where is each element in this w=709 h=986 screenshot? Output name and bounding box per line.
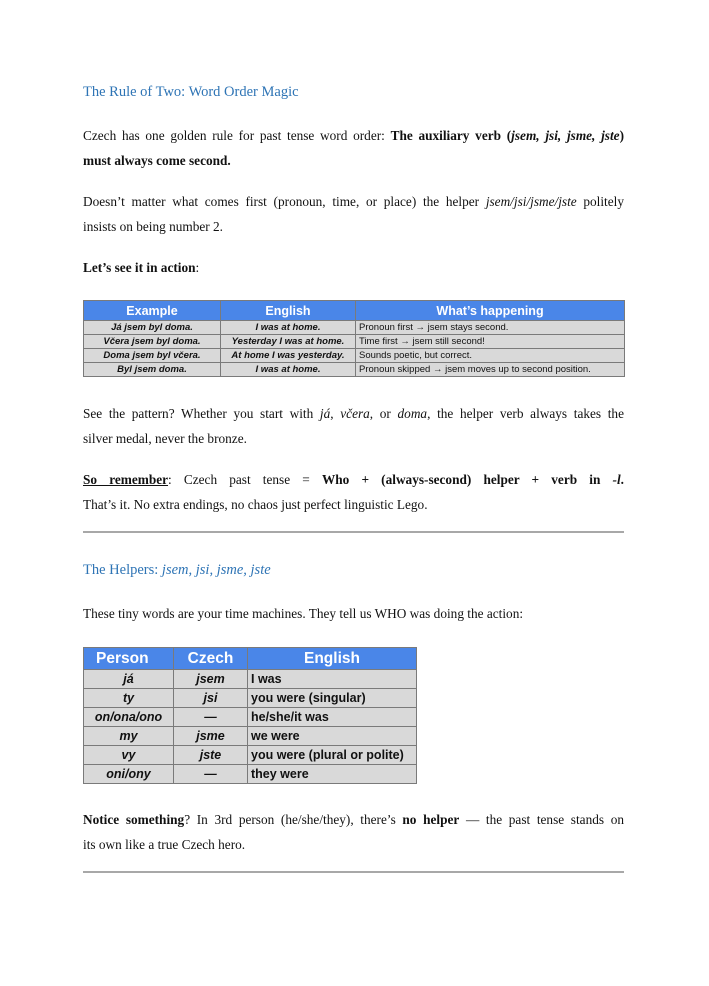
- table-cell: we were: [248, 727, 417, 746]
- table-row: [84, 349, 625, 363]
- table-cell: jste: [174, 746, 248, 765]
- text-run-italic: jsem/jsi/jsme/jste: [485, 194, 577, 209]
- table-cell: Já jsem byl doma.: [84, 321, 221, 335]
- table-cell: Pronoun skipped → jsem moves up to second position.: [356, 363, 625, 377]
- table-cell: jsem: [174, 670, 248, 689]
- table-row: [84, 765, 417, 784]
- table-cell: you were (singular): [248, 689, 417, 708]
- table-cell: he/she/it was: [248, 708, 417, 727]
- section-divider: [83, 871, 624, 873]
- column-header: What’s happening: [356, 301, 625, 321]
- table-cell: oni/ony: [84, 765, 174, 784]
- column-header: Person: [84, 648, 174, 670]
- table-cell: jsme: [174, 727, 248, 746]
- paragraph-golden-rule: [83, 123, 624, 173]
- text-run: Czech has one golden rule for past tense word order:: [83, 128, 391, 143]
- table-cell: my: [84, 727, 174, 746]
- text-run-bold: no helper: [402, 812, 460, 827]
- table-cell: you were (plural or polite): [248, 746, 417, 765]
- table-cell: Doma jsem byl včera.: [84, 349, 221, 363]
- text-run: ? In 3rd person (he/she/they), there’s: [184, 812, 403, 827]
- word-order-table: [83, 300, 625, 377]
- text-run-bold: So remember: [83, 472, 169, 487]
- table-cell: I was at home.: [221, 363, 356, 377]
- paragraph-so-remember: [83, 467, 624, 517]
- column-header: Czech: [174, 648, 248, 670]
- text-run: See the pattern? Whether you start with: [83, 406, 320, 421]
- paragraph-helper-second: [83, 189, 624, 239]
- table-row: [84, 727, 417, 746]
- text-run: insists on being number 2.: [83, 219, 223, 234]
- section-heading-helpers: [83, 562, 271, 579]
- table-header-row: [84, 301, 625, 321]
- table-row: [84, 746, 417, 765]
- text-run: , or: [369, 406, 398, 421]
- table-cell: —: [174, 708, 248, 727]
- text-run-italic: já: [319, 406, 331, 421]
- table-cell: já: [84, 670, 174, 689]
- paragraph-notice-something: [83, 807, 624, 857]
- table-cell: Sounds poetic, but correct.: [356, 349, 625, 363]
- table-cell: they were: [248, 765, 417, 784]
- table-cell: Yesterday I was at home.: [221, 335, 356, 349]
- paragraph-see-in-action: [83, 255, 624, 280]
- text-run: politely: [576, 194, 624, 209]
- text-run: Doesn’t matter what comes first (pronoun, time, or place) the helper: [83, 194, 486, 209]
- table-cell: Včera jsem byl doma.: [84, 335, 221, 349]
- text-run: :: [195, 260, 200, 275]
- table-header-row: [84, 648, 417, 670]
- text-run: ,: [330, 406, 341, 421]
- text-run-bold: Who + (always-second) helper + verb in -l.: [321, 472, 624, 487]
- text-run: — the past tense stands on: [459, 812, 624, 827]
- table-cell: Pronoun first → jsem stays second.: [356, 321, 625, 335]
- table-cell: vy: [84, 746, 174, 765]
- helpers-table: [83, 647, 417, 784]
- table-row: [84, 670, 417, 689]
- table-row: [84, 335, 625, 349]
- text-run-bold: Notice something: [83, 812, 185, 827]
- table-cell: I was: [248, 670, 417, 689]
- table-row: [84, 363, 625, 377]
- section-heading-rule-of-two: The Rule of Two: Word Order Magic: [83, 84, 299, 100]
- column-header: English: [221, 301, 356, 321]
- text-run: , the helper verb always takes the: [427, 406, 624, 421]
- table-cell: —: [174, 765, 248, 784]
- text-run: That’s it. No extra endings, no chaos just perfect linguistic Lego.: [83, 497, 428, 512]
- text-run: silver medal, never the bronze.: [83, 431, 247, 446]
- column-header: English: [248, 648, 417, 670]
- column-header: Example: [84, 301, 221, 321]
- paragraph-see-pattern: [83, 401, 624, 451]
- table-row: [84, 708, 417, 727]
- table-cell: I was at home.: [221, 321, 356, 335]
- paragraph-time-machines: These tiny words are your time machines. They tell us WHO was doing the action:: [83, 606, 524, 621]
- text-run-bold: The auxiliary verb (jsem, jsi, jsme, jste): [390, 128, 625, 143]
- text-run-italic: doma: [397, 406, 428, 421]
- text-run: =: [302, 472, 310, 487]
- text-run: The Helpers:: [83, 562, 162, 578]
- table-cell: Byl jsem doma.: [84, 363, 221, 377]
- table-row: [84, 689, 417, 708]
- text-run-bold: Let’s see it in action: [83, 260, 196, 275]
- table-cell: jsi: [174, 689, 248, 708]
- section-divider: [83, 531, 624, 533]
- table-cell: on/ona/ono: [84, 708, 174, 727]
- text-run-italic: jsem, jsi, jsme, jste: [161, 562, 271, 578]
- text-run-bold: must always come second.: [83, 153, 231, 168]
- table-cell: ty: [84, 689, 174, 708]
- text-run-italic: včera: [340, 406, 370, 421]
- text-run: [310, 472, 322, 487]
- table-cell: Time first → jsem still second!: [356, 335, 625, 349]
- table-cell: At home I was yesterday.: [221, 349, 356, 363]
- text-run: its own like a true Czech hero.: [83, 837, 246, 852]
- text-run: : Czech past tense: [168, 472, 303, 487]
- table-row: [84, 321, 625, 335]
